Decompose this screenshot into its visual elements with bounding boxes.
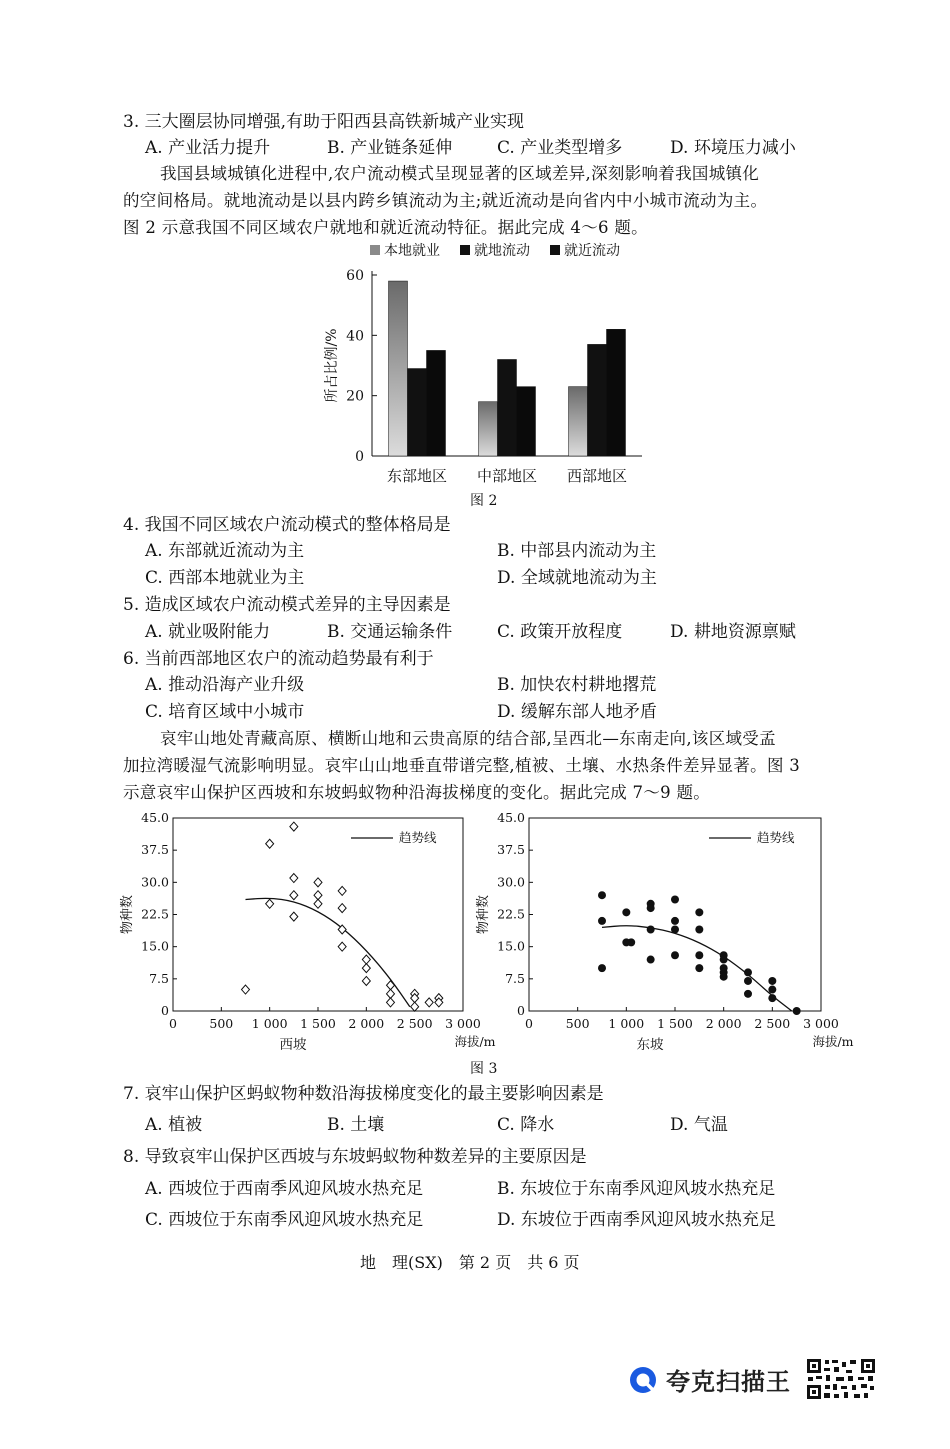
- data-point-diamond: [362, 964, 370, 973]
- q8-option-b: B. 东坡位于东南季风迎风坡水热充足: [497, 1179, 776, 1199]
- y-tick-label: 45.0: [141, 810, 169, 825]
- passage1-line1: 我国县域城镇化进程中,农户流动模式呈现显著的区域差异,深刻影响着我国城镇化: [160, 164, 760, 183]
- passage2-line1: 哀牢山地处青藏高原、横断山地和云贵高原的结合部,呈西北—东南走向,该区域受孟: [160, 729, 776, 748]
- data-point-diamond: [314, 899, 322, 908]
- legend-swatch-1: [460, 245, 470, 255]
- x-tick-label: 1 000: [251, 1016, 288, 1031]
- passage1-line2: 的空间格局。就地流动是以县内跨乡镇流动为主;就近流动是向省内中小城市流动为主。: [123, 191, 768, 210]
- x-axis-label: 海拔/m: [812, 1034, 854, 1049]
- data-point-dot: [793, 1007, 801, 1015]
- data-point-diamond: [338, 886, 346, 895]
- q5-option-a: A. 就业吸附能力: [145, 622, 271, 642]
- y-axis-label: 物种数: [476, 894, 491, 935]
- legend-label-1: 就地流动: [474, 243, 530, 259]
- x-tick-label: 1 000: [608, 1016, 645, 1031]
- y-tick-label: 15.0: [497, 938, 525, 954]
- y-tick-label: 0: [517, 1003, 525, 1018]
- y-tick-label: 37.5: [497, 842, 525, 858]
- data-point-dot: [695, 926, 703, 934]
- y-tick-label: 22.5: [497, 906, 525, 922]
- x-category-label: 西部地区: [566, 467, 628, 485]
- bar-0-0: [389, 281, 408, 456]
- y-tick-label: 0: [161, 1003, 169, 1018]
- data-point-diamond: [387, 989, 395, 998]
- data-point-dot: [598, 891, 606, 899]
- figure-3-east-slope-scatter: [476, 808, 854, 1058]
- legend-trend-label: 趋势线: [757, 830, 795, 845]
- data-point-diamond: [290, 891, 298, 900]
- q5-option-b: B. 交通运输条件: [327, 622, 453, 642]
- data-point-diamond: [338, 942, 346, 951]
- data-point-diamond: [362, 976, 370, 985]
- data-point-diamond: [290, 874, 298, 883]
- x-tick-label: 0: [525, 1016, 533, 1031]
- passage2-line3: 示意哀牢山保护区西坡和东坡蚂蚁物种沿海拔梯度的变化。据此完成 7～9 题。: [123, 783, 711, 802]
- y-tick-label: 15.0: [141, 938, 169, 954]
- q6-option-c: C. 培育区域中小城市: [145, 702, 305, 722]
- y-tick-label: 20: [346, 388, 364, 405]
- x-tick-label: 3 000: [803, 1016, 839, 1031]
- data-point-dot: [720, 973, 728, 981]
- y-tick-label: 40: [346, 328, 364, 345]
- figure-2-caption: 图 2: [470, 493, 498, 509]
- trend-line: [246, 898, 410, 1006]
- y-tick-label: 37.5: [141, 842, 169, 858]
- q5-option-c: C. 政策开放程度: [497, 622, 623, 642]
- data-point-dot: [671, 951, 679, 959]
- q6-option-a: A. 推动沿海产业升级: [145, 675, 305, 695]
- data-point-diamond: [290, 822, 298, 831]
- data-point-dot: [768, 977, 776, 985]
- x-tick-label: 500: [209, 1016, 234, 1031]
- q3-option-a: A. 产业活力提升: [145, 138, 271, 158]
- bar-0-2: [427, 350, 446, 456]
- bar-1-0: [479, 402, 498, 456]
- q4-option-a: A. 东部就近流动为主: [145, 541, 305, 561]
- data-point-diamond: [387, 998, 395, 1007]
- x-tick-label: 500: [565, 1016, 590, 1031]
- data-point-dot: [647, 956, 655, 964]
- data-point-dot: [695, 951, 703, 959]
- y-tick-label: 7.5: [149, 970, 169, 986]
- panel-label: 西坡: [279, 1037, 307, 1053]
- q7-stem: 7. 哀牢山保护区蚂蚁物种数沿海拔梯度变化的最主要影响因素是: [123, 1084, 604, 1104]
- x-tick-label: 2 000: [705, 1016, 742, 1031]
- data-point-dot: [744, 968, 752, 976]
- y-axis-label: 所占比例/%: [324, 328, 340, 403]
- brand-name: 夸克扫描王: [666, 1368, 791, 1396]
- q3-stem: 3. 三大圈层协同增强,有助于阳西县高铁新城产业实现: [123, 112, 525, 132]
- data-point-diamond: [314, 891, 322, 900]
- q4-option-b: B. 中部县内流动为主: [497, 541, 657, 561]
- legend-swatch-2: [550, 245, 560, 255]
- data-point-dot: [671, 917, 679, 925]
- data-point-dot: [671, 895, 679, 903]
- x-tick-label: 2 500: [754, 1016, 791, 1031]
- data-point-dot: [695, 964, 703, 972]
- q6-stem: 6. 当前西部地区农户的流动趋势最有利于: [123, 649, 434, 669]
- x-category-label: 东部地区: [386, 467, 448, 485]
- data-point-diamond: [362, 955, 370, 964]
- data-point-dot: [622, 908, 630, 916]
- chart-legend: [370, 242, 620, 259]
- y-tick-label: 60: [346, 268, 364, 284]
- passage1-line3: 图 2 示意我国不同区域农户就地和就近流动特征。据此完成 4～6 题。: [123, 218, 648, 237]
- data-point-diamond: [387, 981, 395, 990]
- y-tick-label: 7.5: [505, 970, 525, 986]
- bar-2-0: [569, 387, 588, 456]
- plot-frame: [173, 818, 463, 1011]
- y-tick-label: 30.0: [141, 874, 169, 890]
- q8-option-d: D. 东坡位于西南季风迎风坡水热充足: [497, 1210, 776, 1230]
- figure-2-bar-chart: [310, 240, 650, 490]
- plot-frame: [529, 818, 821, 1011]
- data-point-dot: [598, 917, 606, 925]
- figure-3-caption: 图 3: [470, 1061, 498, 1077]
- legend-label-0: 本地就业: [384, 243, 440, 259]
- y-tick-label: 0: [355, 449, 364, 465]
- q4-option-c: C. 西部本地就业为主: [145, 568, 305, 588]
- data-point-dot: [768, 986, 776, 994]
- y-tick-label: 22.5: [141, 906, 169, 922]
- q3-option-b: B. 产业链条延伸: [327, 138, 453, 158]
- q3-option-d: D. 环境压力减小: [670, 138, 796, 158]
- x-tick-label: 2 500: [396, 1016, 433, 1031]
- qr-code-icon: [806, 1358, 876, 1400]
- scanner-watermark: [628, 1362, 791, 1397]
- data-point-dot: [720, 956, 728, 964]
- passage2-line2: 加拉湾暖湿气流影响明显。哀牢山山地垂直带谱完整,植被、土壤、水热条件差异显著。图 3: [123, 756, 801, 775]
- x-category-label: 中部地区: [476, 467, 538, 485]
- data-point-dot: [768, 994, 776, 1002]
- q6-option-d: D. 缓解东部人地矛盾: [497, 702, 657, 722]
- bar-0-1: [408, 369, 427, 456]
- x-tick-label: 0: [169, 1016, 177, 1031]
- data-point-dot: [627, 938, 635, 946]
- q8-option-c: C. 西坡位于东南季风迎风坡水热充足: [145, 1210, 424, 1230]
- data-point-diamond: [266, 839, 274, 848]
- quark-logo-icon: [628, 1365, 658, 1395]
- legend-label-2: 就近流动: [564, 243, 620, 259]
- x-tick-label: 2 000: [348, 1016, 385, 1031]
- q7-option-d: D. 气温: [670, 1115, 728, 1135]
- page-footer: 地 理(SX) 第 2 页 共 6 页: [360, 1253, 580, 1272]
- data-point-dot: [647, 926, 655, 934]
- q5-option-d: D. 耕地资源禀赋: [670, 622, 796, 642]
- q3-option-c: C. 产业类型增多: [497, 138, 623, 158]
- data-point-diamond: [290, 912, 298, 921]
- bar-2-2: [607, 329, 626, 456]
- q6-option-b: B. 加快农村耕地撂荒: [497, 675, 657, 695]
- panel-label: 东坡: [636, 1037, 664, 1053]
- data-point-diamond: [425, 998, 433, 1007]
- data-point-dot: [695, 908, 703, 916]
- q5-stem: 5. 造成区域农户流动模式差异的主导因素是: [123, 595, 451, 615]
- legend-trend-label: 趋势线: [399, 830, 437, 845]
- data-point-diamond: [314, 878, 322, 887]
- bar-2-1: [588, 344, 607, 456]
- q7-option-a: A. 植被: [145, 1115, 203, 1135]
- data-point-diamond: [411, 1002, 419, 1011]
- data-point-diamond: [242, 985, 250, 994]
- x-tick-label: 3 000: [445, 1016, 481, 1031]
- x-axis-label: 海拔/m: [454, 1034, 496, 1049]
- q8-option-a: A. 西坡位于西南季风迎风坡水热充足: [145, 1179, 424, 1199]
- x-tick-label: 1 500: [657, 1016, 693, 1031]
- figure-3-west-slope-scatter: [118, 808, 496, 1058]
- q4-option-d: D. 全域就地流动为主: [497, 568, 657, 588]
- x-tick-label: 1 500: [300, 1016, 336, 1031]
- data-point-diamond: [338, 904, 346, 913]
- data-point-dot: [598, 964, 606, 972]
- bar-1-2: [517, 387, 536, 456]
- q4-stem: 4. 我国不同区域农户流动模式的整体格局是: [123, 515, 451, 535]
- data-point-diamond: [266, 899, 274, 908]
- data-point-dot: [647, 904, 655, 912]
- data-point-dot: [744, 990, 752, 998]
- data-point-dot: [671, 926, 679, 934]
- q8-stem: 8. 导致哀牢山保护区西坡与东坡蚂蚁物种数差异的主要原因是: [123, 1147, 587, 1167]
- q7-option-b: B. 土壤: [327, 1115, 385, 1135]
- q7-option-c: C. 降水: [497, 1115, 555, 1135]
- bar-1-1: [498, 359, 517, 456]
- y-axis-label: 物种数: [120, 894, 135, 935]
- legend-swatch-0: [370, 245, 380, 255]
- y-tick-label: 30.0: [497, 874, 525, 890]
- y-tick-label: 45.0: [497, 810, 525, 825]
- data-point-dot: [744, 977, 752, 985]
